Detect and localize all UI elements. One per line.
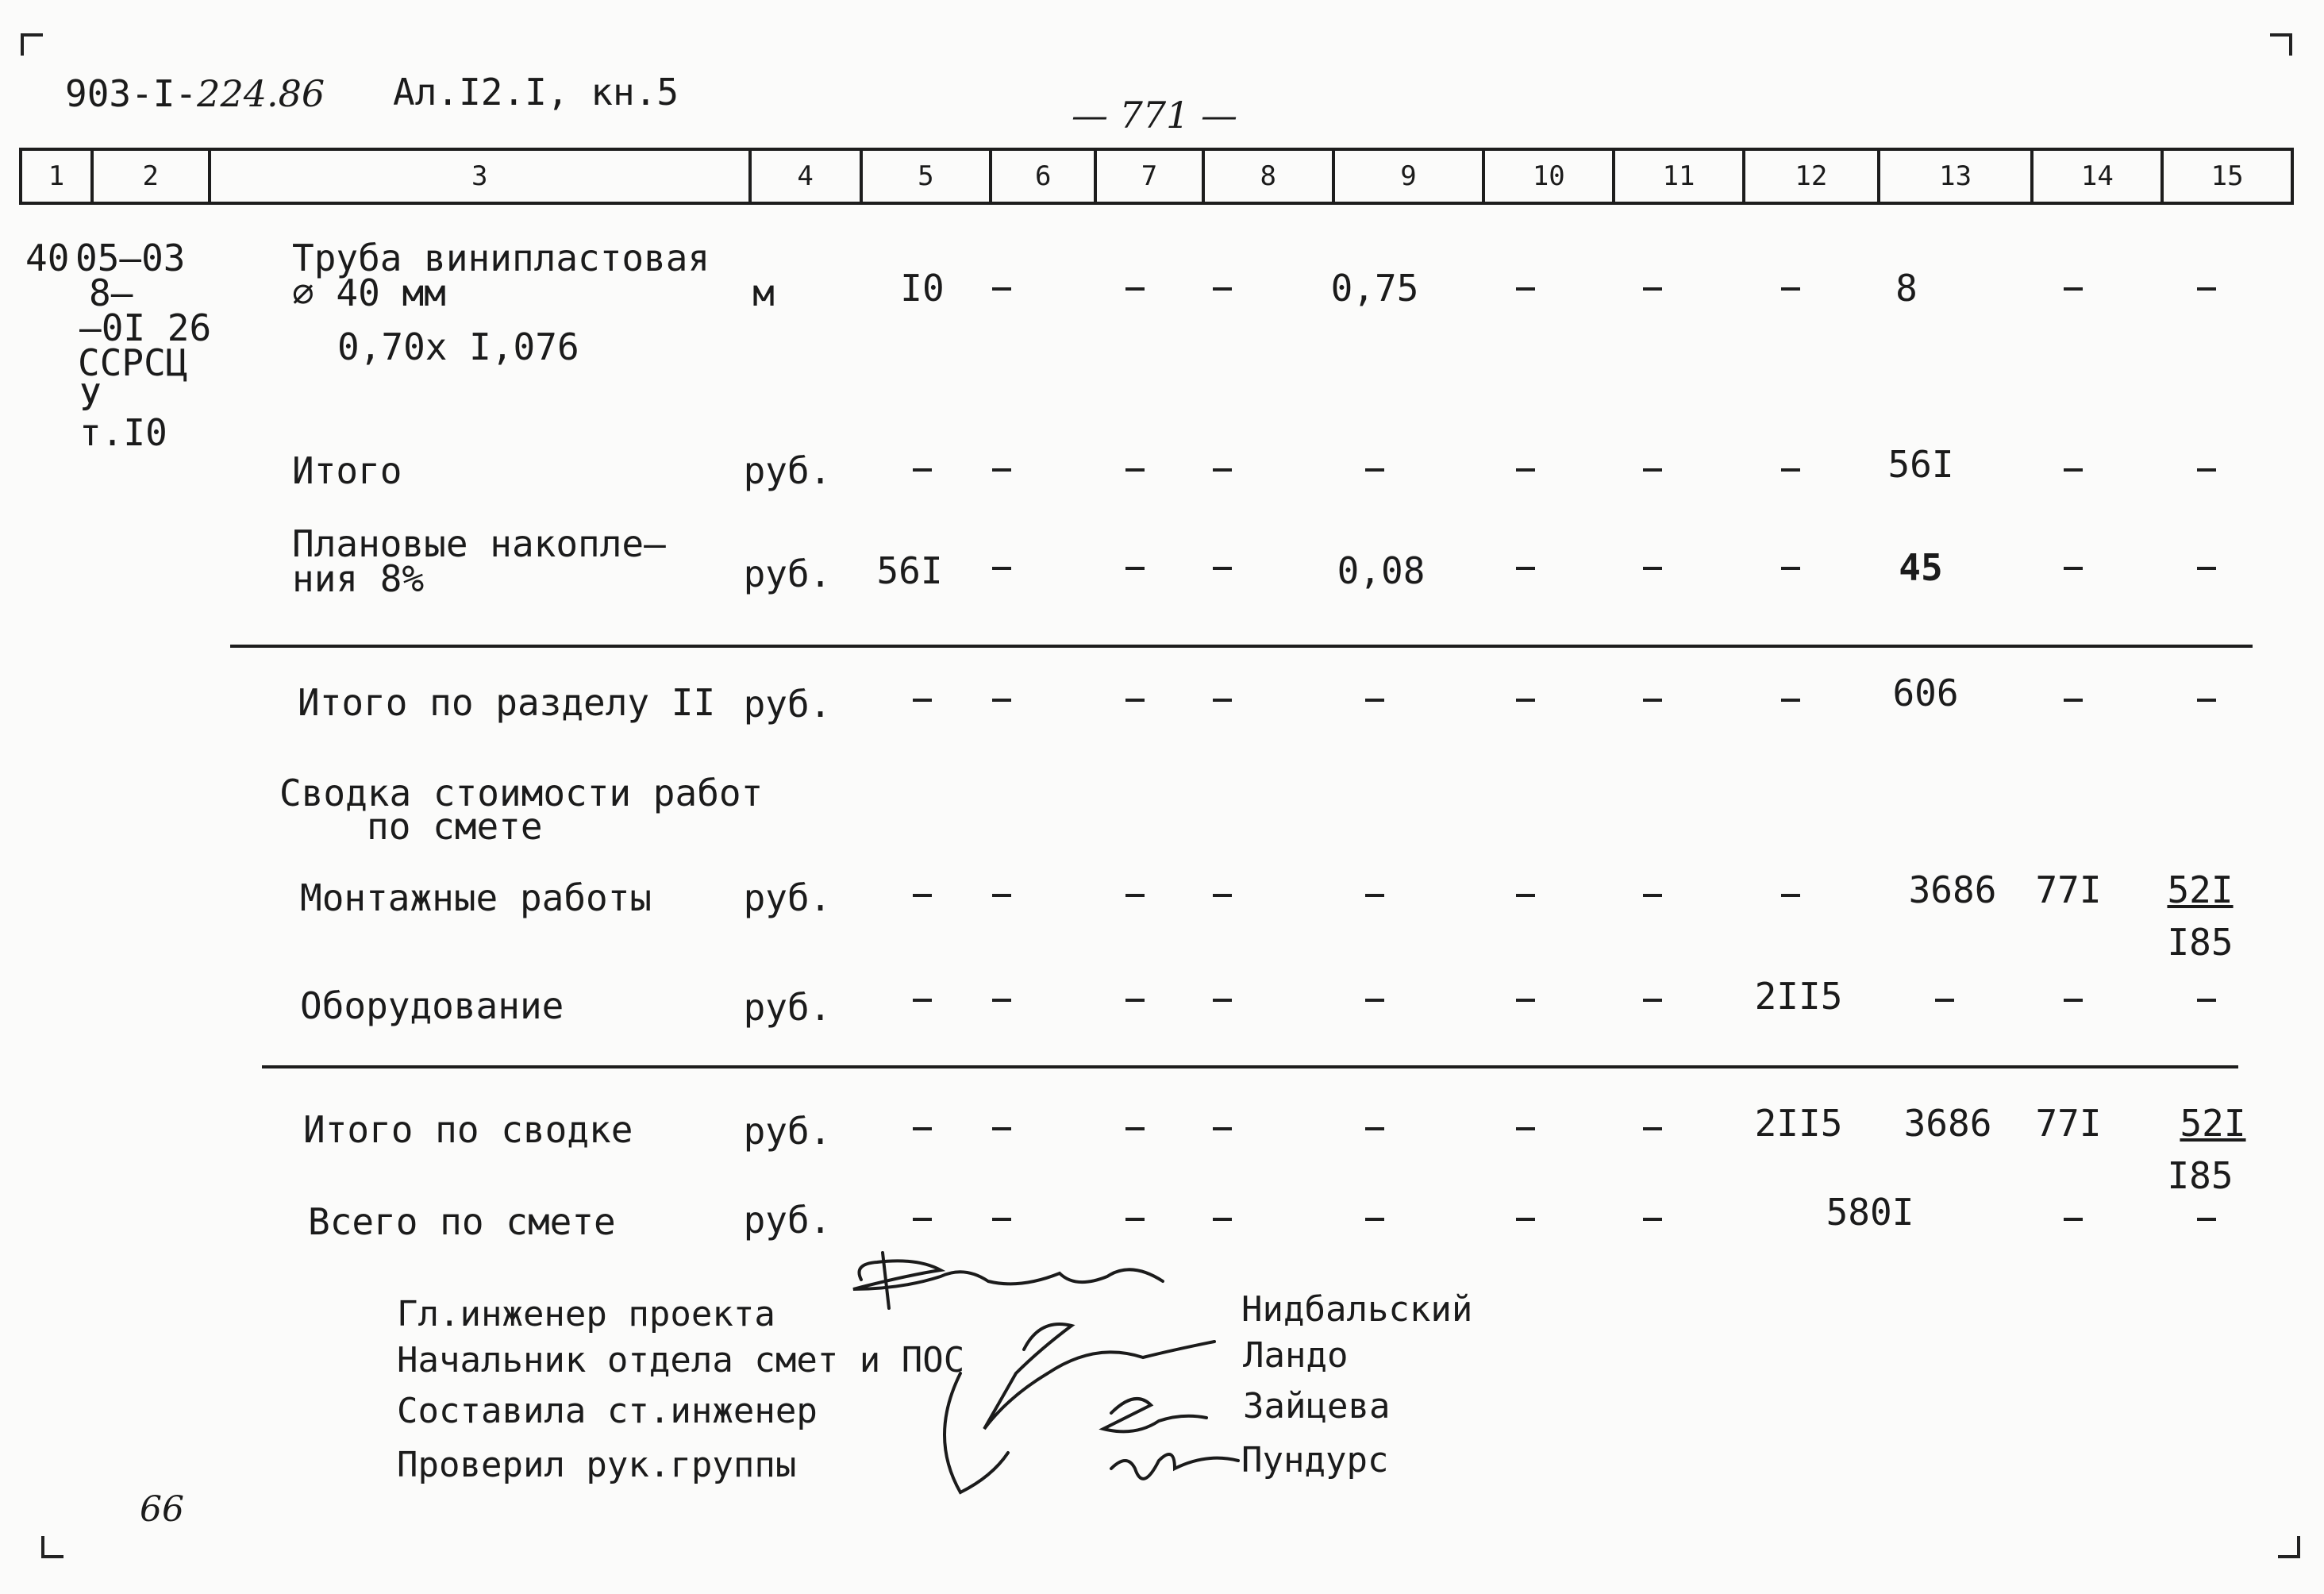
column-header: 4 <box>748 148 860 205</box>
signature-name: Зайцева <box>1243 1386 1391 1427</box>
signature-name: Нидбальский <box>1241 1289 1473 1330</box>
row-label-plan: Плановые накопле– <box>292 522 666 565</box>
column-header: 7 <box>1094 148 1202 205</box>
summary-title: Сводка стоимости работ <box>279 772 764 814</box>
cell-unit: руб. <box>743 876 832 919</box>
cell-value: 0,75 <box>1330 267 1419 310</box>
cell-value: 56I <box>876 549 943 592</box>
cell-unit: руб. <box>743 986 832 1029</box>
item-title: ⌀ 40 мм <box>292 271 446 314</box>
column-header: 3 <box>208 148 748 205</box>
signature-role: Гл.инженер проекта <box>397 1294 775 1334</box>
album-ref: Ал.I2.I, кн.5 <box>393 71 679 114</box>
cell-value: 56I <box>1887 443 1954 486</box>
signature-name: Пундурс <box>1241 1440 1389 1480</box>
cell-value: 77I <box>2035 1102 2102 1145</box>
doc-code-handwritten: 224.86 <box>197 72 325 115</box>
item-number: 40 <box>25 237 70 279</box>
row-label-itogo: Итого <box>292 449 402 492</box>
cell-value: 8 <box>1895 267 1918 310</box>
row-label-vsego: Всего по смете <box>308 1200 616 1243</box>
column-header: 5 <box>860 148 990 205</box>
cell-value: I0 <box>900 267 945 310</box>
cell-unit: руб. <box>743 1110 832 1153</box>
cell-value: 580I <box>1826 1191 1914 1234</box>
cell-unit: руб. <box>743 449 832 492</box>
item-code-line: 8– <box>89 271 133 314</box>
item-formula: 0,70х I,076 <box>337 325 579 368</box>
row-label-montazh: Монтажные работы <box>300 876 652 919</box>
cell-value: 606 <box>1892 672 1959 714</box>
row-label-oborud: Оборудование <box>300 984 564 1027</box>
item-code-line: У <box>79 376 102 419</box>
item-code-line: ССРСЦ <box>78 341 188 384</box>
row-label-itogo-svodka: Итого по сводке <box>303 1108 633 1151</box>
column-header: 10 <box>1482 148 1612 205</box>
signature-role: Проверил рук.группы <box>397 1445 797 1485</box>
cell-value-fraction-top: 52I <box>2167 868 2234 911</box>
cell-value: 3686 <box>1908 868 1997 911</box>
column-header: 6 <box>989 148 1094 205</box>
column-header: 13 <box>1877 148 2031 205</box>
cell-unit: руб. <box>743 553 832 595</box>
cell-unit: руб. <box>743 683 832 726</box>
item-code-line: т.I0 <box>79 411 167 454</box>
cell-value: 2II5 <box>1754 1102 1843 1145</box>
cell-value-fraction-bottom: I85 <box>2167 1154 2234 1197</box>
cell-value-fraction-top: 52I <box>2180 1102 2246 1145</box>
item-code-line: –0I 26 <box>79 306 212 349</box>
cell-value: 3686 <box>1903 1102 1992 1145</box>
summary-title: по смете <box>367 805 543 848</box>
column-header: 8 <box>1202 148 1332 205</box>
item-title: Труба винипластовая <box>292 237 710 279</box>
cell-value: 45 <box>1899 546 1943 589</box>
signature-role: Начальник отдела смет и ПОС <box>397 1340 965 1380</box>
column-header: 9 <box>1332 148 1483 205</box>
column-header: 11 <box>1612 148 1742 205</box>
column-header: 12 <box>1742 148 1877 205</box>
column-header: 15 <box>2160 148 2294 205</box>
row-label-plan: ния 8% <box>292 557 425 600</box>
cell-value: 0,08 <box>1337 549 1426 592</box>
column-header: 2 <box>90 148 208 205</box>
cell-unit: м <box>752 271 775 314</box>
page-number: — 771 — <box>1072 94 1238 137</box>
item-code-line: 05–03 <box>75 237 186 279</box>
signature-name: Ландо <box>1243 1335 1349 1376</box>
row-label-razdel: Итого по разделу II <box>298 681 716 724</box>
doc-code-printed: 903-I- <box>65 72 198 115</box>
cell-value: 2II5 <box>1754 975 1843 1018</box>
cell-unit: руб. <box>743 1199 832 1242</box>
cell-value: 77I <box>2035 868 2102 911</box>
bottom-page-number: 66 <box>140 1489 184 1530</box>
column-header: 1 <box>19 148 90 205</box>
column-header: 14 <box>2030 148 2160 205</box>
signature-role: Составила ст.инженер <box>397 1391 818 1431</box>
cell-value-fraction-bottom: I85 <box>2167 921 2234 964</box>
